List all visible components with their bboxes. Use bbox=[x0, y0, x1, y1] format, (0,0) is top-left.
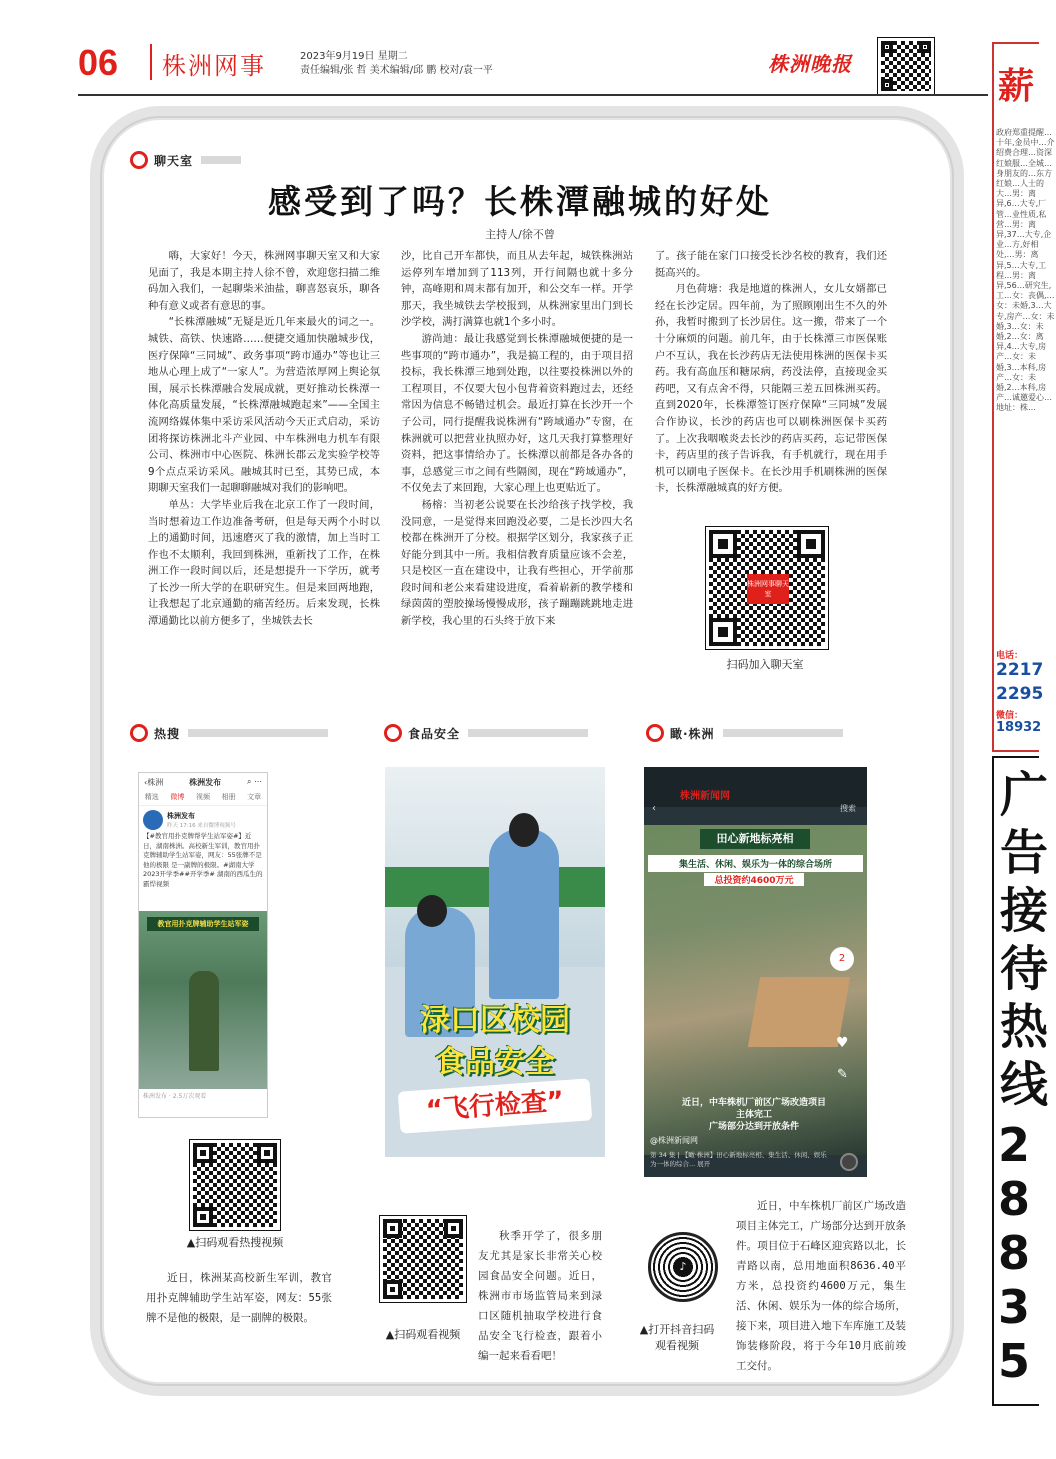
header-meta bbox=[300, 50, 493, 78]
post-time: 昨天 17:16 来自微博视频号 bbox=[167, 823, 236, 829]
caption-line: 近日，中车株机厂前区广场改造项目 bbox=[681, 1098, 826, 1108]
view-count: 株洲发布 · 2.5万次观看 bbox=[143, 1093, 207, 1100]
investment-label: 总投资约4600万元 bbox=[704, 873, 804, 886]
news-section-tag bbox=[646, 722, 876, 744]
avatar bbox=[143, 810, 163, 830]
tag-bar bbox=[188, 729, 328, 737]
hot-qr-caption: ▲扫码观看热搜视频 bbox=[186, 1236, 284, 1249]
ad-box-bottom bbox=[992, 756, 1049, 1406]
caption-line: 广场部分达到开放条件 bbox=[708, 1122, 799, 1132]
article-column-2 bbox=[401, 248, 633, 630]
food-tag-label: 食品安全 bbox=[408, 726, 461, 741]
douyin-scan-code[interactable] bbox=[648, 1232, 718, 1302]
ad-char: 待 bbox=[1000, 941, 1049, 997]
tag-bar bbox=[468, 729, 588, 737]
section-dot-icon bbox=[646, 724, 664, 742]
tab-articles[interactable]: 文章 bbox=[247, 793, 262, 801]
video-subhead: 集生活、休闲、娱乐为一体的综合场所 bbox=[648, 855, 863, 872]
news-tag-label: 瞰·株洲 bbox=[670, 726, 715, 741]
back-link[interactable]: ‹株洲 bbox=[144, 778, 164, 787]
comment-icon[interactable]: ✎ bbox=[837, 1067, 848, 1082]
like-icon[interactable]: ♥ bbox=[836, 1035, 849, 1051]
video-thumbnail[interactable] bbox=[139, 911, 267, 1089]
post-text: 【#教官用扑克牌帮学生站军姿#】近日，湖南株洲。高校新生军训，教官用扑克牌辅助学生站军姿，网友：55张牌不是他的极限 是一副牌的极限。#湖南大学2023开学季##开学季# 湖南的西瓜生的霸悍视频 bbox=[143, 832, 263, 888]
inspector-head bbox=[417, 895, 447, 927]
overlay-line-2: 食品安全 bbox=[435, 1045, 555, 1080]
adjacent-page-strip bbox=[992, 32, 1055, 1412]
ad-digit: 5 bbox=[998, 1334, 1031, 1388]
episode-line: 第 34 集 | 【瞰·株洲】田心新地标亮相、集生活、休闲、娱乐为一体的综合... 展开 bbox=[650, 1151, 827, 1168]
hot-qr-code[interactable] bbox=[190, 1140, 280, 1230]
qr-center-badge: 株洲网事聊天室 bbox=[747, 574, 789, 604]
ad-digit: 2 bbox=[998, 1118, 1031, 1172]
construction-site bbox=[748, 977, 850, 1047]
article-column-3 bbox=[655, 248, 887, 497]
tag-bar bbox=[723, 729, 843, 737]
paragraph: 沙，比自己开车都快，而且从去年起，城铁株洲站运停列车增加到了113列，开行间隔也就十多分钟，高峰期和周末都有加开，和公交车一样。开学那天，我坐城铁去学校报到，从株洲家里出门到长沙学校，满打满算也就1个多小时。 bbox=[401, 250, 633, 329]
tab-featured[interactable]: 精选 bbox=[144, 793, 159, 801]
app-topbar bbox=[644, 767, 867, 807]
tab-weibo[interactable]: 微博 bbox=[170, 793, 185, 801]
ad-char: 热 bbox=[1000, 999, 1049, 1055]
phone-label: 电话： bbox=[996, 651, 1024, 661]
douyin-avatar-icon[interactable]: 2 bbox=[830, 947, 854, 971]
food-safety-photo bbox=[385, 767, 605, 1157]
header-rule bbox=[78, 94, 988, 96]
tag-bar bbox=[201, 156, 241, 164]
video-caption bbox=[654, 1097, 854, 1133]
ad-digit: 8 bbox=[998, 1226, 1031, 1280]
article-title: 感受到了吗？长株潭融城的好处 bbox=[268, 182, 772, 221]
brand-logo: 株洲新闻网 bbox=[680, 791, 730, 802]
inspector-figure bbox=[489, 829, 559, 999]
section-dot-icon bbox=[130, 151, 148, 169]
video-caption: 教官用扑克牌辅助学生站军姿 bbox=[147, 917, 259, 931]
paragraph: 杨榕：当初老公说要在长沙给孩子找学校，我没同意，一是觉得来回跑没必要，二是长沙四大名校都在株洲开了分校。根据学区划分，我家孩子正好能分到其中一所。我相信教育质量应该不会差，只是校区一直在建设中，让我有些担心，开学前那段时间和老公来看建设进度，看着崭新的教学楼和绿茵茵的塑胶操场慢慢成形，孩子蹦蹦跳跳地走进新学校，我心里的石头终于放下来 bbox=[401, 498, 633, 628]
food-section-tag bbox=[384, 722, 614, 744]
phone-number: 2217 bbox=[996, 660, 1044, 680]
ad-char: 线 bbox=[1000, 1057, 1049, 1113]
hot-section-tag bbox=[130, 722, 360, 744]
caption-line: 主体完工 bbox=[735, 1110, 772, 1120]
account-title: 株洲发布 bbox=[189, 778, 222, 787]
search-icon[interactable]: ⌕ ⋯ bbox=[246, 777, 262, 786]
date-line: 2023年9月19日 星期二 bbox=[300, 51, 408, 62]
editor-line: 责任编辑/张 哲 美术编辑/邱 鹏 校对/袁一平 bbox=[300, 65, 493, 76]
header-qr-code[interactable] bbox=[878, 38, 934, 94]
food-summary bbox=[478, 1226, 602, 1366]
section-title: 株洲网事 bbox=[162, 52, 266, 80]
section-dot-icon bbox=[130, 724, 148, 742]
paragraph: 游尚迪：最让我感觉到长株潭融城便捷的是一些事项的“跨市通办”，我是搞工程的，由于项目招投标，我长株潭三地到处跑，以往要投株洲以外的工程项目，不仅要大包小包背着资料跑过去，还经常因为信息不畅错过机会。最近打算在长沙开一个子公司，同行提醒我说株洲有“跨域通办”专窗，在株洲就可以把营业执照办好，这几天我打算整理好资料，把这事情给办了。长株潭以前都是各办各的事，总感觉三市之间有些隔阂，现在“跨域通办”，不仅免去了来回跑，大家心理上也更贴近了。 bbox=[401, 332, 633, 495]
news-summary bbox=[736, 1196, 906, 1376]
paragraph: “长株潭融城”无疑是近几年来最火的词之一。城铁、高铁、快速路……便捷交通加快融城步伐，医疗保障“三同城”、政务事项“跨市通办”等也让三地从心理上成了“一家人”。为营造浓厚网上舆论氛围，展示长株潭融合发展成就，更好推动长株潭一体化高质量发展，“长株潭融城跑起来”——全国主流网络媒体集中采访采风活动今天正式启动，采访团将探访株洲北斗产业园、中车株洲电力机车有限公司、株洲市中心医院、株洲长郡云龙实验学校等9个点点采访采风。融城其时已至，其势已成，本期聊天室我们一起聊聊融城对我们的影响吧。 bbox=[148, 316, 380, 495]
back-arrow-icon[interactable]: ‹ bbox=[652, 803, 656, 814]
paragraph: 秋季开学了，很多朋友尤其是家长非常关心校园食品安全问题。近日，株洲市市场监管局来到渌口区随机抽取学校进行食品安全飞行检查，跟着小编一起来看看吧！ bbox=[478, 1230, 602, 1362]
ad-digit: 3 bbox=[998, 1280, 1031, 1334]
food-qr-code[interactable] bbox=[380, 1216, 466, 1302]
section-dot-icon bbox=[384, 724, 402, 742]
ad-char: 接 bbox=[1000, 883, 1049, 939]
weibo-tabs bbox=[139, 792, 267, 806]
weibo-screenshot bbox=[138, 772, 268, 1118]
overlay-line-1: 渌口区校园 bbox=[420, 1003, 570, 1038]
douyin-screenshot bbox=[644, 767, 867, 1177]
chat-tag-label: 聊天室 bbox=[154, 153, 194, 168]
paragraph: 嗨，大家好！今天，株洲网事聊天室又和大家见面了，我是本期主持人徐不曾，欢迎您扫描二维码加入我们，一起聊柴米油盐，聊喜怒哀乐，聊各种有意义或者有意思的事。 bbox=[148, 250, 380, 312]
phone-number: 2295 bbox=[996, 684, 1044, 704]
ad-digit: 8 bbox=[998, 1172, 1031, 1226]
search-button[interactable]: 搜索 bbox=[840, 804, 856, 813]
chat-section-tag bbox=[130, 149, 942, 171]
video-headline: 田心新地标亮相 bbox=[700, 829, 810, 849]
chat-qr-code[interactable] bbox=[706, 527, 828, 649]
ad-headline-char: 薪 bbox=[998, 66, 1035, 107]
ad-snippet-text: 政府郑重提醒… 十年,金员中…介绍费合理…资深红娘服…全城…身朋友的…东方红娘…人士的大…男：离异,6…大专,厂管…业性质,私营…男：离异,37…大专,企业…方,好相处,…男：离异,5…大专,工程…男：离异,56…研究生,工…女：丧偶,…女：未婚,3…大专,房产…女：未婚,3…女：未婚,2…女：离异,4…大专,房产…女：未婚,3…本科,房产…女：未婚,2…本科,房产…诚邀爱心…地址：株… bbox=[996, 128, 1055, 413]
chat-qr-caption: 扫码加入聊天室 bbox=[726, 658, 804, 671]
post-user: 株洲发布 bbox=[167, 812, 195, 820]
paragraph: 近日，中车株机厂前区广场改造项目主体完工，广场部分达到开放条件。项目位于石峰区迎宾路以北，长青路以南，总用地面积8636.40平方米，总投资约4600万元，集生活、休闲、娱乐为一体的综合场所，接下来，项目进入地下车库施工及装饰装修阶段，将于今年10月底前竣工交付。 bbox=[736, 1200, 906, 1372]
hot-tag-label: 热搜 bbox=[154, 726, 181, 741]
ad-char: 告 bbox=[1000, 825, 1049, 881]
wechat-number: 18932 bbox=[996, 720, 1042, 735]
paragraph: 月色荷塘：我是地道的株洲人，女儿女婿都已经在长沙定居。四年前，为了照顾刚出生不久的外孙，我暂时搬到了长沙居住。这一搬，带来了一个十分麻烦的问题。前几年，由于长株潭三市医保账户不互认，我在长沙药店无法使用株洲的医保卡买药。我有高血压和糖尿病，药没法停，直接现金买药吧，又有点舍不得，只能隔三差五回株洲买药。直到2020年，长株潭签订医疗保障“三同城”发展合作协议，长沙的药店也可以刷株洲医保卡买药了。上次我咽喉炎去长沙的药店买药，忘记带医保卡，药店里的孩子告诉我，有手机就行，现在用手机可以刷电子医保卡。在长沙用手机刷株洲的医保卡，长株潭融城真的好方便。 bbox=[655, 283, 887, 495]
food-qr-caption: ▲扫码观看视频 bbox=[385, 1328, 461, 1341]
soldier-figure bbox=[189, 971, 219, 1071]
wechat-label: 微信： bbox=[996, 711, 1024, 721]
ad-char: 广 bbox=[1000, 767, 1049, 823]
douyin-logo-icon: ♪ bbox=[674, 1258, 692, 1276]
tab-video[interactable]: 视频 bbox=[195, 793, 210, 801]
tab-album[interactable]: 相册 bbox=[221, 793, 236, 801]
news-qr-caption: ▲打开抖音扫码观看视频 bbox=[639, 1323, 715, 1352]
music-disc-icon[interactable] bbox=[840, 1153, 858, 1171]
account-handle: @株洲新闻网 bbox=[650, 1136, 698, 1145]
hot-summary bbox=[146, 1268, 332, 1328]
paper-logo: 株洲晚报 bbox=[768, 52, 852, 76]
overlay-line-3: “飞行检查” bbox=[398, 1078, 592, 1133]
page-number: 06 bbox=[78, 42, 119, 83]
page-header bbox=[78, 32, 988, 90]
inspector-head bbox=[509, 813, 539, 847]
paragraph: 近日，株洲某高校新生军训，教官用扑克牌辅助学生站军姿，网友：55张牌不是他的极限，是一副牌的极限。 bbox=[146, 1272, 332, 1324]
article-column-1 bbox=[148, 248, 380, 630]
header-divider bbox=[150, 44, 152, 80]
article-host: 主持人/徐不曾 bbox=[485, 228, 555, 241]
paragraph: 单丛：大学毕业后我在北京工作了一段时间，当时想着边工作边准备考研，但是每天两个小时以上的通勤时间，迅速磨灭了我的激情，加上当时工作也不太顺利，我回到株洲，重新找了工作，在株洲工作一段时间以后，还是想提升一下学历，就考了长沙一所大学的在职研究生。但是来回两地跑，让我想起了北京通勤的痛苦经历。后来发现，长株潭通勤比以前方便多了，坐城铁去长 bbox=[148, 498, 380, 628]
paragraph: 了。孩子能在家门口接受长沙名校的教育，我们还挺高兴的。 bbox=[655, 250, 887, 279]
ad-box-top bbox=[992, 42, 1055, 752]
